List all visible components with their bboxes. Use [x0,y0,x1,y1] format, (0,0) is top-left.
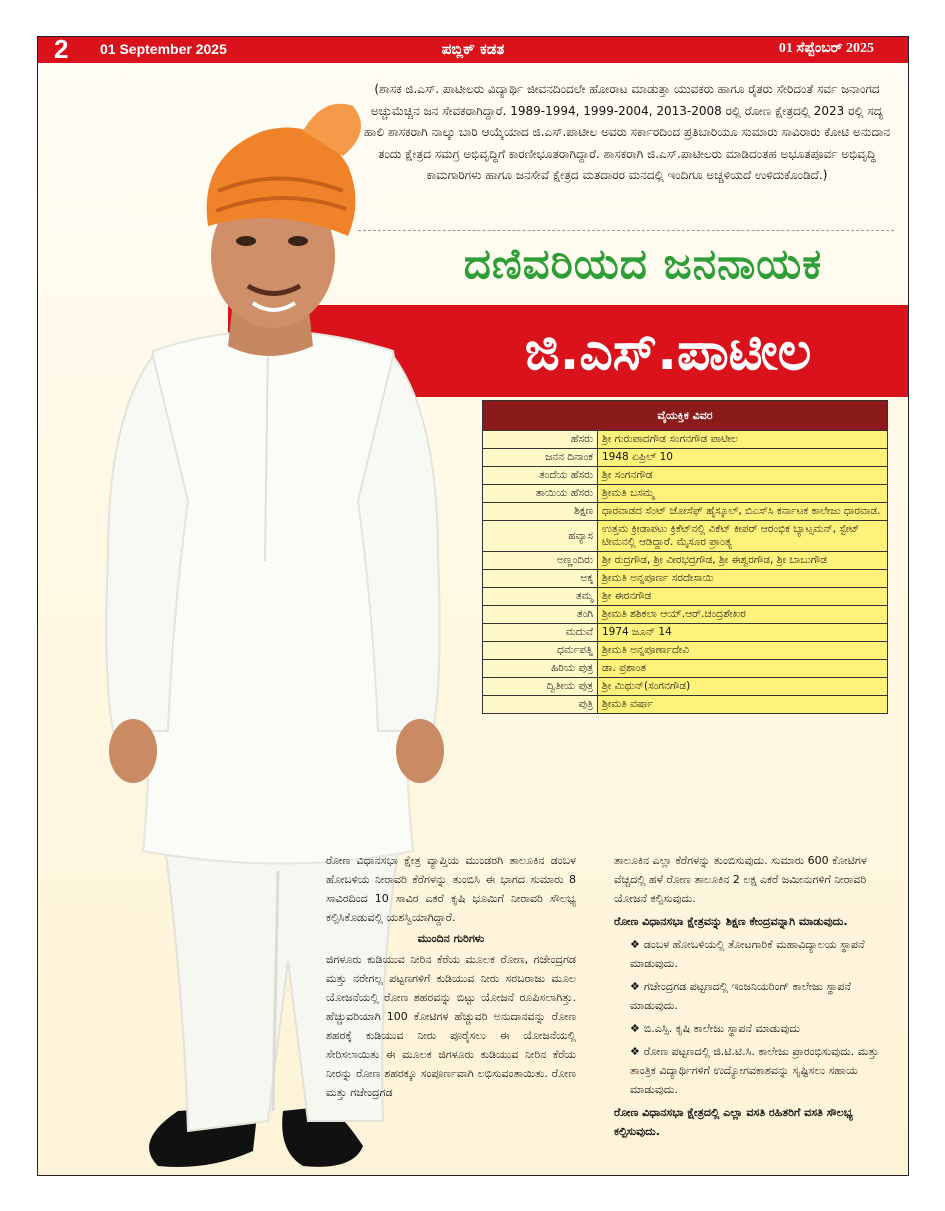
list-item-text: ಗಜೇಂದ್ರಗಡ ಪಟ್ಟಣದಲ್ಲಿ ಇಂಜನಿಯರಿಂಗ್ ಕಾಲೇಜು ಸ್ಥಾಪನೆ ಮಾಡುವುದು. [630,980,851,1012]
table-row [483,696,888,714]
paragraph: ರೋಣ ವಿಧಾನಸಭಾ ಕ್ಷೇತ್ರ ವ್ಯಾಪ್ತಿಯ ಮುಂಡರಗಿ ತಾಲೂಕಿನ ಡಂಬಳ ಹೋಬಳಿಯ ನೀರಾವರಿ ಕೆರೆಗಳನ್ನು ತುಂಬಿಸಿ ಈ ಭಾಗದ ಸುಮಾರು 8 ಸಾವಿರದಿಂದ 10 ಸಾವಿರ ಎಕರೆ ಕೃಷಿ ಭೂಮಿಗೆ ನೀರಾವರಿ ಸೌಲಭ್ಯ ಕಲ್ಪಿಸಿಕೊಡುವಲ್ಲಿ ಯಶಸ್ವಿಯಾಗಿದ್ದಾರೆ. [326,854,576,924]
table-title: ವೈಯಕ್ತಿಕ ವಿವರ [483,401,888,431]
table-row [483,606,888,624]
bullet-icon: ❖ [630,938,640,951]
headline: ದಣಿವರಿಯದ ಜನನಾಯಕ [463,239,823,288]
row-label: ಜನನ ದಿನಾಂಕ [483,449,598,467]
row-value: ಧಾರವಾಡದ ಸೆಂಟ್ ಜೋಸೆಫ್ ಹೈಸ್ಕೂಲ್, ಬಿಎಸ್‌ಸಿ ಕರ್ನಾಟಕ ಕಾಲೇಜು ಧಾರವಾಡ. [598,503,888,521]
table-row [483,503,888,521]
row-value: ಶ್ರೀ ರುದ್ರಗೌಡ, ಶ್ರೀ ವೀರಭದ್ರಗೌಡ, ಶ್ರೀ ಈಶ್ವರಗೌಡ, ಶ್ರೀ ಬಾಬುಗೌಡ [598,552,888,570]
row-label: ತಮ್ಮ [483,588,598,606]
row-value: ಡಾ. ಪ್ರಶಾಂತ [598,660,888,678]
bullet-icon: ❖ [630,1045,640,1058]
row-label: ತಂದೆಯ ಹೆಸರು [483,467,598,485]
row-label: ಮದುವೆ [483,624,598,642]
table-row [483,570,888,588]
row-label: ಅಕ್ಕ [483,570,598,588]
row-label: ಹವ್ಯಾಸ [483,521,598,552]
row-value: ಶ್ರೀಮತಿ ವರ್ಷಾ [598,696,888,714]
name-title: ಜಿ.ಎಸ್.ಪಾಟೀಲ [524,321,812,382]
table-row [483,660,888,678]
list-item [614,977,889,1015]
row-value: ಶ್ರೀಮತಿ ಅನ್ನಪೂರ್ಣಾದೇವಿ [598,642,888,660]
table-row [483,642,888,660]
article-column-1 [326,851,576,1102]
table-row [483,449,888,467]
row-value: ಶ್ರೀ ಸಂಗನಗೌಡ [598,467,888,485]
page-header-bar [38,37,908,63]
row-value: 1948 ಏಪ್ರಿಲ್ 10 [598,449,888,467]
list-item-text: ಬಿ.ಎಸ್ಸಿ. ಕೃಷಿ ಕಾಲೇಜು ಸ್ಥಾಪನೆ ಮಾಡುವುದು [643,1022,800,1035]
row-value: ಶ್ರೀಮತಿ ಶಶಿಕಲಾ ಆಯ್.ಆರ್.ಚಂದ್ರಶೇಖರ [598,606,888,624]
row-value: ಶ್ರೀ ಈರನಗೌಡ [598,588,888,606]
goals-list [614,935,889,1099]
table-row [483,467,888,485]
table-row [483,624,888,642]
row-value: 1974 ಜೂನ್ 14 [598,624,888,642]
date-kannada: 01 ಸೆಪ್ಟೆಂಬರ್ 2025 [778,41,874,56]
list-item [614,935,889,973]
personal-details-table [482,400,888,714]
table-row [483,588,888,606]
row-label: ಹಿರಿಯ ಪುತ್ರ [483,660,598,678]
intro-paragraph: (ಶಾಸಕ ಜಿ.ಎಸ್. ಪಾಟೀಲರು ವಿದ್ಯಾರ್ಥಿ ಜೀವನದಿಂದಲೇ ಹೋರಾಟ ಮಾಡುತ್ತಾ ಯುವಕರು ಹಾಗೂ ರೈತರು ಸೇರಿದಂತೆ ಸರ್ವ ಜನಾಂಗದ ಅಚ್ಚುಮೆಚ್ಚಿನ ಜನ ಸೇವಕರಾಗಿದ್ದಾರೆ. 1989-1994, 1999-2004, 2013-2008 ರಲ್ಲಿ ರೋಣ ಕ್ಷೇತ್ರದಲ್ಲಿ 2023 ರಲ್ಲಿ ಸದ್ಯ ಹಾಲಿ ಶಾಸಕರಾಗಿ ನಾಲ್ಕು ಬಾರಿ ಆಯ್ಕೆಯಾದ ಜಿ.ಎಸ್.ಪಾಟೀಲ ಅವರು ಸರ್ಕಾರದಿಂದ ಪ್ರತಿಬಾರಿಯೂ ಸುಮಾರು ಸಾವಿರಾರು ಕೋಟಿ ಅನುದಾನ ತಂದು ಕ್ಷೇತ್ರದ ಸಮಗ್ರ ಅಭಿವೃದ್ಧಿಗೆ ಕಾರಣೀಭೂತರಾಗಿದ್ದಾರೆ. ಶಾಸಕರಾಗಿ ಜಿ.ಎಸ್.ಪಾಟೀಲರು ಮಾಡಿದಂತಹ ಅಭೂತಪೂರ್ವ ಅಭಿವೃದ್ಧಿ ಕಾಮಗಾರಿಗಳು ಹಾಗೂ ಜನಸೇವೆ ಕ್ಷೇತ್ರದ ಮತದಾರರ ಮನದಲ್ಲಿ ಇಂದಿಗೂ ಅಚ್ಚಳಿಯದೆ ಉಳಿದುಕೊಂಡಿದೆ.) [363,82,890,182]
paragraph-bold: ರೋಣ ವಿಧಾನಸಭಾ ಕ್ಷೇತ್ರವನ್ನು ಶಿಕ್ಷಣ ಕೇಂದ್ರವನ್ನಾಗಿ ಮಾಡುವುದು. [614,915,848,928]
row-label: ಹೆಸರು [483,431,598,449]
list-item-text: ಡಂಬಳ ಹೋಬಳಿಯಲ್ಲಿ ತೋಟಗಾರಿಕೆ ಮಹಾವಿದ್ಯಾಲಯ ಸ್ಥಾಪನೆ ಮಾಡುವುದು. [630,938,865,970]
row-label: ಅಣ್ಣಂದಿರು [483,552,598,570]
table-row [483,485,888,503]
row-label: ಶಿಕ್ಷಣ [483,503,598,521]
row-label: ತಂಗಿ [483,606,598,624]
date-english: 01 September 2025 [100,41,227,57]
paragraph: ತಾಲೂಕಿನ ಎಲ್ಲಾ ಕೆರೆಗಳನ್ನು ತುಂಬಿಸುವುದು. ಸುಮಾರು 600 ಕೋಟಿಗಳ ವೆಚ್ಚದಲ್ಲಿ ಹಳೆ ರೋಣ ತಾಲೂಕಿನ 2 ಲಕ್ಷ ಎಕರೆ ಜಮೀನುಗಳಿಗೆ ನೀರಾವರಿ ಯೋಜನೆ ಕಲ್ಪಿಸುವುದು. [614,854,867,905]
row-label: ಪುತ್ರಿ [483,696,598,714]
row-label: ತಾಯಿಯ ಹೆಸರು [483,485,598,503]
row-value: ಶ್ರೀ ಮಿಥುನ್(ಸಂಗನಗೌಡ) [598,678,888,696]
page-number: 2 [54,36,69,64]
newspaper-page [37,36,909,1176]
row-value: ಶ್ರೀಮತಿ ಬಸಮ್ಮ [598,485,888,503]
row-value: ಶ್ರೀಮತಿ ಅನ್ನಪೂರ್ಣ ಸರದೇಸಾಯಿ [598,570,888,588]
row-value: ಉತ್ತಮ ಕ್ರೀಡಾಪಟು ಕ್ರಿಕೆಟ್‌ನಲ್ಲಿ ವಿಕೆಟ್ ಕೀಪರ್ ಆರಂಭಿಕ ಬ್ಯಾಟ್ಸಮನ್, ಸ್ಟೇಟ್ ಟೀಮನಲ್ಲಿ ಆಡಿದ್ದಾರೆ. ಮೈಸೂರ ಪ್ರಾಂತ್ಯ [598,521,888,552]
article-column-2 [614,851,889,1145]
table-row [483,552,888,570]
row-label: ಧರ್ಮಪತ್ನಿ [483,642,598,660]
row-label: ದ್ವಿತೀಯ ಪುತ್ರ [483,678,598,696]
table-row [483,521,888,552]
table-row [483,678,888,696]
list-item [614,1019,889,1038]
bullet-icon: ❖ [630,980,640,993]
list-item [614,1042,889,1099]
table-row [483,431,888,449]
masthead: ಪಬ್ಲಿಕ್ ಕಡತ [441,40,505,58]
bullet-icon: ❖ [630,1022,640,1035]
list-item-text: ರೋಣ ಪಟ್ಟಣದಲ್ಲಿ ಜಿ.ಟಿ.ಟಿ.ಸಿ. ಕಾಲೇಜು ಪ್ರಾರಂಭಿಸುವುದು. ಮತ್ತು ತಾಂತ್ರಿಕ ವಿದ್ಯಾರ್ಥಿಗಳಿಗೆ ಉದ್ಯೋಗವಕಾಶವನ್ನು ಸೃಷ್ಟಿಸಲು ಸಹಾಯ ಮಾಡುವುದು. [630,1045,879,1096]
paragraph-bold: ರೋಣ ವಿಧಾನಸಭಾ ಕ್ಷೇತ್ರದಲ್ಲಿ ಎಲ್ಲಾ ವಸತಿ ರಹಿತರಿಗೆ ವಸತಿ ಸೌಲಭ್ಯ ಕಲ್ಪಿಸುವುದು. [614,1106,853,1138]
row-value: ಶ್ರೀ ಗುರುಪಾದಗೌಡ ಸಂಗನಗೌಡ ಪಾಟೀಲ [598,431,888,449]
subheading: ಮುಂದಿನ ಗುರಿಗಳು [417,932,485,945]
paragraph: ಜಿಗಳೂರು ಕುಡಿಯುವ ನೀರಿನ ಕೆರೆಯ ಮೂಲಕ ರೋಣ, ಗಜೇಂದ್ರಗಡ ಮತ್ತು ನರೇಗಲ್ಲ ಪಟ್ಟಣಗಳಿಗೆ ಕುಡಿಯುವ ನೀರು ಸರಬರಾಜು ಮೂಲ ಯೋಜನೆಯಲ್ಲಿ ರೋಣ ಶಹರವನ್ನು ಬಿಟ್ಟು ಯೋಜನೆ ರೂಪಿಸಲಾಗಿತ್ತು. ಹೆಚ್ಚುವರಿಯಾಗಿ 100 ಕೋಟಿಗಳ ಹೆಚ್ಚುವರಿ ಅನುದಾನವನ್ನು ರೋಣ ಶಹರಕ್ಕೆ ಕುಡಿಯುವ ನೀರು ಪೂರೈಸಲು ಈ ಯೋಜನೆಯಲ್ಲಿ ಸೇರಿಸಲಾಯಿತು ಈ ಮೂಲಕ ಜಿಗಳೂರು ಕುಡಿಯುವ ನೀರಿನ ಕೆರೆಯ ನೀರನ್ನು ರೋಣ ಶಹರಕ್ಕೂ ಸಂಪೂರ್ಣವಾಗಿ ಲಭಿಸುವಂತಾಯಿತು. ರೋಣ ಮತ್ತು ಗಜೇಂದ್ರಗಡ [326,953,576,1099]
